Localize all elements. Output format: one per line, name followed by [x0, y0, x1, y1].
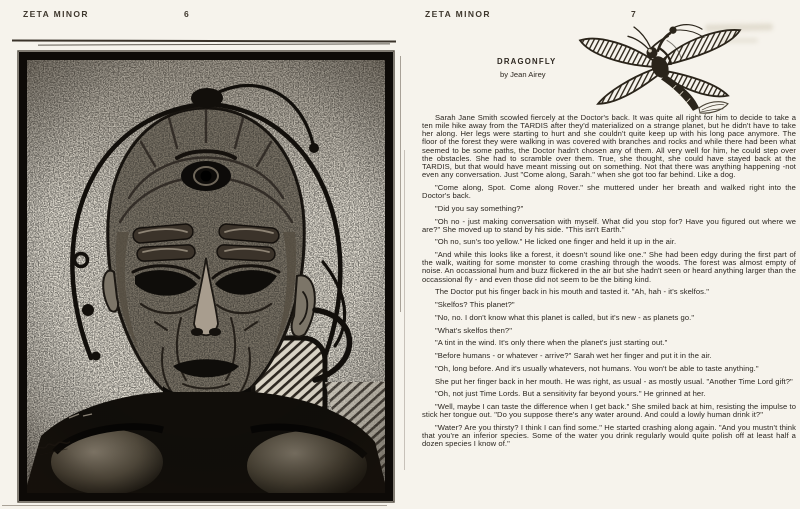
right-page-header: ZETA MINOR	[425, 9, 491, 19]
story-paragraph: "Oh no, sun's too yellow." He licked one finger and held it up in the air.	[435, 237, 677, 247]
dragonfly-illustration	[572, 22, 756, 114]
left-page-number: 6	[184, 9, 189, 19]
frame-underline	[2, 505, 387, 506]
story-paragraph: "No, no. I don't know what this planet is called, but it's new - as planets go."	[435, 312, 695, 322]
right-page-number: 7	[631, 9, 636, 19]
story-text	[422, 114, 796, 453]
story-paragraph: "And while this looks like a forest, it doesn't sound like one." She had been edgy during the first part of the walk, waiting for some monster to come crashing through the woods. The forest was almost empty of noise. An occassional hum and buzz flickered in the air but she hadn't seen or heard anything larger than the occassional fly - and even those did not seem to be the biting kind.	[422, 250, 796, 284]
story-paragraph: "Well, maybe I can taste the difference when I get back." She smiled back at him, resisting the impulse to stick her tongue out. "Do you suppose there's any water around. And could a lowly human drink it?"	[422, 402, 796, 420]
header-rule-top	[12, 39, 396, 42]
story-paragraph: "Oh no - just making conversation with myself. What did you stop for? Have you figured out where we are?" She moved up to stand by his side. "This isn't Earth."	[422, 216, 796, 234]
davros-illustration-svg	[17, 50, 395, 503]
story-byline: by Jean Airey	[500, 70, 546, 79]
story-paragraph: "What's skelfos then?"	[435, 325, 512, 335]
davros-illustration	[17, 50, 395, 503]
story-paragraph: "Did you say something?"	[435, 203, 524, 213]
header-rule-bottom	[38, 43, 390, 45]
story-paragraph: Sarah Jane Smith scowled fiercely at the Doctor's back. It was quite all right for him to decide to take a ten mile hike away from the TARDIS after they'd materialized on a strange planet, but he didn't have to take her along. Her legs were starting to hurt and she couldn't quite keep up with his long pace anymore. The floor of the forest they were walking in was covered with branches and rocks and while there had been what seemed to be some paths, the Doctor hadn't chosen any of them. All very well for him, he could step over the obstacles. She had to scramble over them. True, she thought, she could have stayed back at the TARDIS, but that would have meant missing out on something. Not that there was anything happening -not even any conversation. Just "Come along, Sarah." when she got too far behind. Like a dog.	[422, 113, 796, 180]
dragonfly-illustration-svg	[572, 22, 756, 114]
page-edge-line	[400, 56, 401, 312]
story-paragraph: "Oh, long before. And it's usually whatevers, not humans. You won't be able to taste anything."	[435, 363, 759, 373]
left-page-header: ZETA MINOR	[23, 9, 89, 19]
story-paragraph: "Skelfos? This planet?"	[435, 300, 515, 310]
story-paragraph: "Before humans - or whatever - arrive?" Sarah wet her finger and put it in the air.	[435, 351, 712, 361]
story-paragraph: "A tint in the wind. It's only there when the planet's just starting out."	[435, 338, 668, 348]
story-paragraph: "Come along, Spot. Come along Rover." she muttered under her breath and walked right into the Doctor's back.	[422, 182, 796, 200]
story-title: DRAGONFLY	[497, 57, 557, 66]
story-paragraph: The Doctor put his finger back in his mouth and tasted it. "Ah, hah - it's skelfos."	[435, 287, 709, 297]
story-paragraph: "Water? Are you thirsty? I think I can find some." He started crashing along again. "And you mustn't think that you're an inferior species. Some of the water you drink regularly would quite polish off at least half a dozen species I know of."	[422, 423, 796, 449]
story-paragraph: "Oh, not just Time Lords. But a sensitivity far beyond yours." He grinned at her.	[435, 389, 706, 399]
story-paragraph: She put her finger back in her mouth. He was right, as usual - as mostly usual. "Another Time Lord gift?"	[435, 376, 793, 386]
page-edge-line-2	[404, 150, 405, 470]
